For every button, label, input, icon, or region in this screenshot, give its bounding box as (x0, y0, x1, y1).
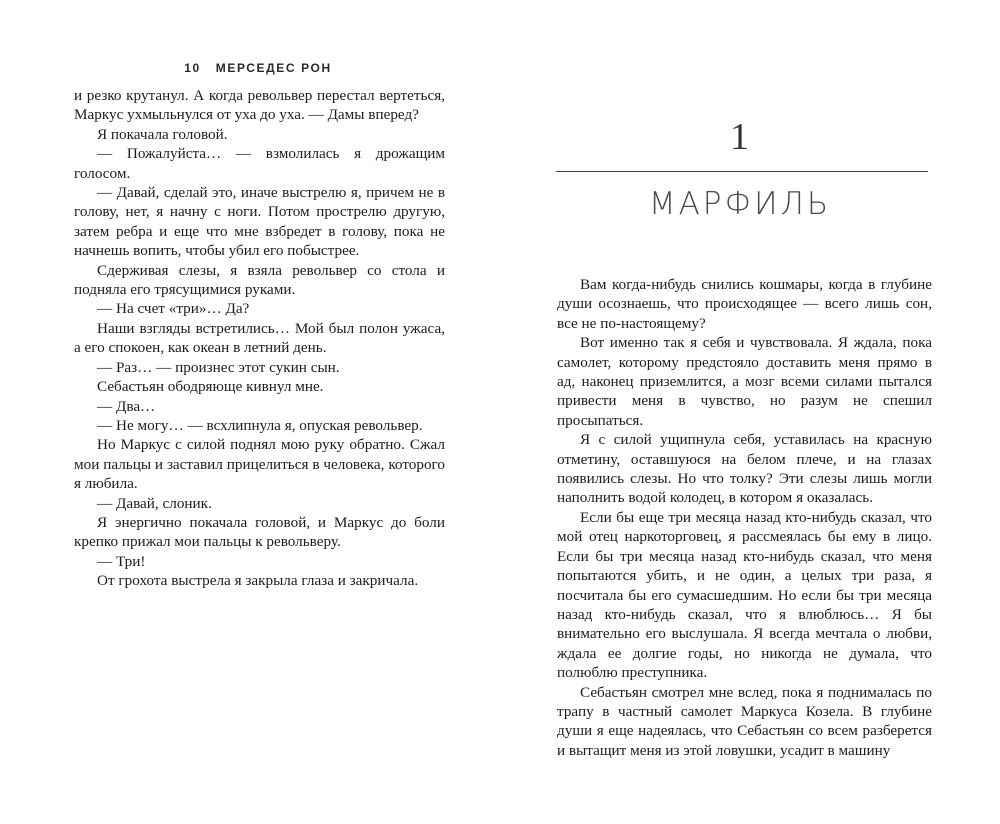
paragraph: Если бы еще три месяца назад кто-нибудь сказал, что мой отец наркоторговец, я рассмеялась бы ему в лицо. Если бы три месяца назад кто-нибудь сказал, что меня попытаются убить, и не один, а целых три раза, я посчитала бы его сумасшедшим. Но если бы три месяца назад кто-нибудь сказал, что я влюблюсь… Я бы внимательно его выслушала. Я всегда мечтала о любви, ждала ее долгие годы, но никогда не думала, что полюблю преступника. (557, 508, 932, 682)
page-number: 10 (184, 61, 201, 75)
running-head (184, 61, 331, 75)
right-page (500, 0, 1000, 824)
paragraph: Я энергично покачала головой, и Маркус до боли крепко прижал мои пальцы к револьверу. (74, 513, 445, 551)
paragraph: Себастьян смотрел мне вслед, пока я поднималась по трапу в частный самолет Маркуса Козела. В глубине души я еще надеялась, что Себастьян со всем разберется и вытащит меня из этой ловушки, усадит в машину (557, 683, 932, 759)
chapter-title: МАРФИЛЬ (648, 186, 832, 222)
paragraph: Я покачала головой. (97, 125, 228, 143)
paragraph: Вот именно так я себя и чувствовала. Я ждала, пока самолет, которому предстояло доставить меня прямо в ад, наконец приземлится, а мозг всеми силами пытался привести меня в чувство, но разум не спешил просыпаться. (557, 334, 932, 429)
paragraph: и резко крутанул. А когда револьвер перестал вертеться, Маркус ухмыльнулся от уха до уха. — Дамы вперед? (74, 87, 445, 124)
paragraph: — На счет «три»… Да? (97, 300, 250, 318)
left-text-block (74, 86, 445, 591)
paragraph: — Раз… — произнес этот сукин сын. (97, 358, 340, 376)
paragraph: — Два… (97, 397, 156, 415)
paragraph: Но Маркус с силой поднял мою руку обратно. Сжал мои пальцы и заставил прицелиться в человека, которого я любила. (74, 436, 445, 493)
chapter-number: 1 (730, 116, 750, 158)
right-text-block (557, 275, 932, 760)
paragraph: Себастьян ободряюще кивнул мне. (97, 378, 324, 396)
paragraph: — Давай, слоник. (97, 494, 212, 512)
paragraph: — Давай, сделай это, иначе выстрелю я, причем не в голову, нет, я начну с ноги. Потом прострелю другую, затем ребра и еще что мне взбредет в голову, пока не начнешь вопить, чтобы убил его побыстрее. (74, 184, 445, 260)
paragraph: Я с силой ущипнула себя, уставилась на красную отметину, оставшуюся на белом плече, и на глазах появились слезы. Но что толку? Эти слезы лишь могли наполнить водой колодец, в котором я оказалась. (557, 431, 932, 507)
author-name: МЕРСЕДЕС РОН (215, 61, 332, 75)
paragraph: Сдерживая слезы, я взяла револьвер со стола и подняла его трясущимися руками. (74, 261, 445, 299)
paragraph: — Не могу… — всхлипнула я, опуская револьвер. (97, 416, 423, 434)
paragraph: — Три! (97, 552, 146, 570)
paragraph: Наши взгляды встретились… Мой был полон ужаса, а его спокоен, как океан в летний день. (74, 319, 445, 357)
paragraph: — Пожалуйста… — взмолилась я дрожащим голосом. (74, 145, 445, 182)
chapter-divider (556, 171, 928, 172)
paragraph: От грохота выстрела я закрыла глаза и закричала. (97, 572, 419, 590)
paragraph: Вам когда-нибудь снились кошмары, когда в глубине души осознаешь, что происходящее — всего лишь сон, все не по-настоящему? (557, 276, 932, 332)
